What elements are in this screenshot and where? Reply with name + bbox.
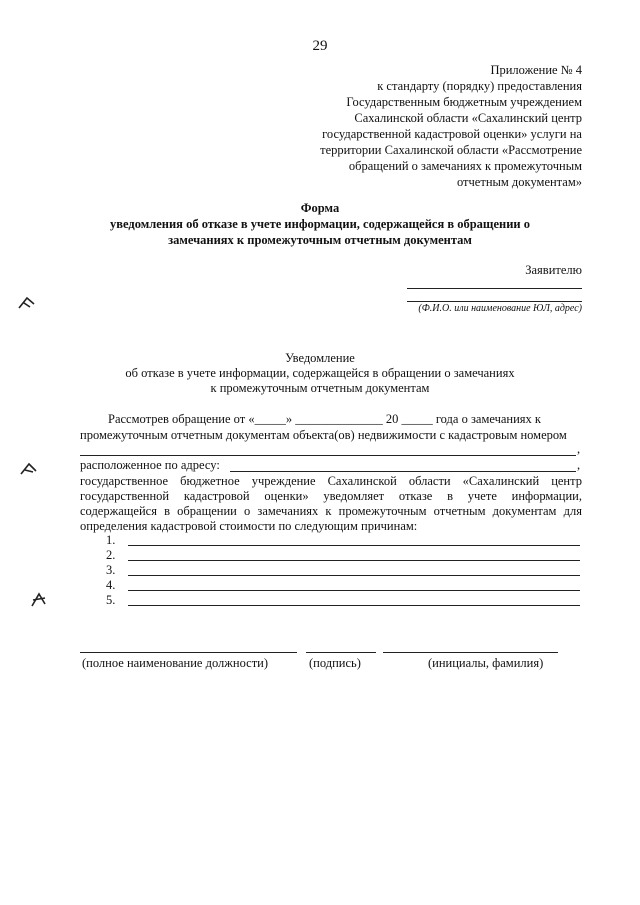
address-comma: , bbox=[577, 458, 581, 472]
body-paragraph bbox=[80, 474, 582, 519]
form-title-line: Форма bbox=[300, 201, 340, 215]
signature-sign-line bbox=[306, 652, 376, 653]
reason-line bbox=[128, 545, 580, 546]
signature-name-line bbox=[383, 652, 558, 653]
applicant-label: Заявителю bbox=[525, 263, 582, 277]
page-number: 29 bbox=[312, 38, 328, 54]
reason-line bbox=[128, 560, 580, 561]
applicant-caption: (Ф.И.О. или наименование ЮЛ, адрес) bbox=[418, 303, 582, 314]
appendix-line: Сахалинской области «Сахалинский центр bbox=[354, 111, 582, 125]
appendix-line: к стандарту (порядку) предоставления bbox=[377, 79, 582, 93]
reason-number: 2. bbox=[106, 548, 116, 562]
notice-title bbox=[60, 351, 580, 396]
body-last-line: определения кадастровой стоимости по следующим причинам: bbox=[80, 519, 418, 533]
applicant-line-1 bbox=[407, 288, 582, 289]
reason-line bbox=[128, 590, 580, 591]
body-line-1-text: Рассмотрев обращение от «_____» ______________ 20 _____ года о замечаниях к bbox=[108, 412, 541, 426]
cadastral-comma: , bbox=[577, 442, 581, 456]
notice-title-line: Уведомление bbox=[285, 351, 355, 365]
notice-title-line: об отказе в учете информации, содержащейся в обращении о замечаниях bbox=[125, 366, 515, 380]
form-title-line: замечаниях к промежуточным отчетным документам bbox=[168, 233, 472, 247]
signature-sign-caption: (подпись) bbox=[309, 656, 361, 670]
body-paragraph-line: содержащейся в обращении о замечаниях к промежуточным отчетным документам для bbox=[80, 504, 582, 518]
address-line bbox=[230, 471, 576, 472]
body-paragraph-line: государственное бюджетное учреждение Сахалинской области «Сахалинский центр bbox=[80, 474, 582, 488]
reason-number: 5. bbox=[106, 593, 116, 607]
reason-line bbox=[128, 575, 580, 576]
signature-position-caption: (полное наименование должности) bbox=[82, 656, 269, 670]
applicant-line-2 bbox=[407, 301, 582, 302]
appendix-reference bbox=[282, 62, 582, 190]
margin-mark-icon bbox=[18, 296, 36, 315]
margin-mark-icon bbox=[30, 592, 48, 613]
cadastral-number-line bbox=[80, 455, 576, 456]
body-line-2: промежуточным отчетным документам объекта(ов) недвижимости с кадастровым номером bbox=[80, 428, 567, 442]
appendix-line: территории Сахалинской области «Рассмотрение bbox=[320, 143, 582, 157]
reason-number: 1. bbox=[106, 533, 116, 547]
body-paragraph-line: государственной кадастровой оценки» уведомляет отказе в учете информации, bbox=[80, 489, 582, 503]
body-line-1 bbox=[80, 412, 582, 427]
form-title-line: уведомления об отказе в учете информации, содержащейся в обращении о bbox=[109, 217, 530, 231]
appendix-line: государственной кадастровой оценки» услуги на bbox=[322, 127, 582, 141]
appendix-line: отчетным документам» bbox=[456, 175, 582, 189]
reason-number: 4. bbox=[106, 578, 116, 592]
margin-mark-icon bbox=[20, 462, 38, 481]
reason-line bbox=[128, 605, 580, 606]
notice-title-line: к промежуточным отчетным документам bbox=[210, 381, 430, 395]
signature-name-caption: (инициалы, фамилия) bbox=[428, 656, 544, 670]
form-title bbox=[60, 200, 580, 248]
appendix-line: Государственным бюджетным учреждением bbox=[346, 95, 582, 109]
address-label: расположенное по адресу: bbox=[80, 458, 220, 472]
signature-position-line bbox=[80, 652, 297, 653]
appendix-line: Приложение № 4 bbox=[490, 63, 582, 77]
reason-number: 3. bbox=[106, 563, 116, 577]
appendix-line: обращений о замечаниях к промежуточным bbox=[348, 159, 582, 173]
